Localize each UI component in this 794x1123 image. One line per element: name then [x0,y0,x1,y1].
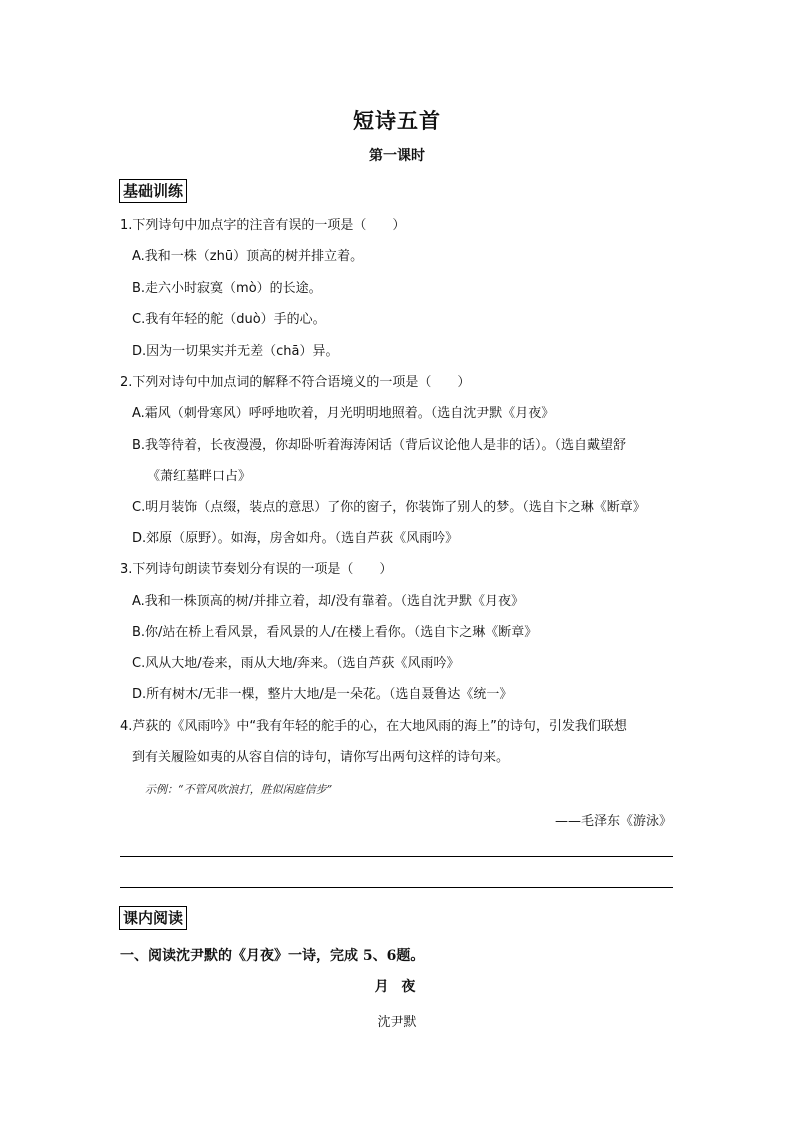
question-1-option-a: A.我和一株（zhū）顶高的树并排立着。 [132,249,364,264]
question-1-option-d: D.因为一切果实并无差（chā）异。 [132,344,339,359]
question-2-option-a: A.霜风（刺骨寒风）呼呼地吹着，月光明明地照着。（选自沈尹默《月夜》 [132,406,555,421]
question-2-stem: 2.下列对诗句中加点词的解释不符合语境义的一项是（ ） [120,375,471,390]
question-1-option-c: C.我有年轻的舵（duò）手的心。 [132,312,326,327]
question-2-option-b: B.我等待着，长夜漫漫，你却卧听着海涛闲话（背后议论他人是非的话）。（选自戴望舒 [132,438,627,453]
section-heading-basic-training: 基础训练 [119,179,187,203]
page-subtitle: 第一课时 [369,148,425,164]
question-1-option-b: B.走六小时寂寞（mò）的长途。 [132,281,322,296]
question-2-option-b-continued: 《萧红墓畔口占》 [147,469,252,484]
reading-part-1-heading: 一、阅读沈尹默的《月夜》一诗，完成 5、6题。 [120,948,425,964]
question-3-option-b: B.你/站在桥上看风景，看风景的人/在楼上看你。（选自卞之琳《断章》 [132,625,538,640]
question-4-line-2: 到有关履险如夷的从容自信的诗句，请你写出两句这样的诗句来。 [132,750,510,765]
poem-author: 沈尹默 [377,1015,417,1030]
answer-line-1[interactable] [120,856,673,857]
section-heading-in-class-reading: 课内阅读 [119,906,187,930]
question-4-example: 示例：“不管风吹浪打，胜似闲庭信步” [145,783,333,796]
question-2-option-c: C.明月装饰（点缀，装点的意思）了你的窗子，你装饰了别人的梦。（选自卞之琳《断章》 [132,500,646,515]
question-4-attribution: ——毛泽东《游泳》 [554,814,672,829]
question-1-stem: 1.下列诗句中加点字的注音有误的一项是（ ） [120,218,406,233]
page-title: 短诗五首 [353,108,441,133]
question-2-option-d: D.郊原（原野）。如海，房舍如舟。（选自芦荻《风雨吟》 [132,531,459,546]
question-3-option-d: D.所有树木/无非一棵，整片大地/是一朵花。（选自聂鲁达《统一》 [132,687,513,702]
question-4-line-1: 4.芦荻的《风雨吟》中“我有年轻的舵手的心，在大地风雨的海上”的诗句，引发我们联想 [120,719,627,734]
question-3-option-c: C.风从大地/卷来，雨从大地/奔来。（选自芦荻《风雨吟》 [132,656,460,671]
poem-title: 月 夜 [374,979,420,995]
question-3-option-a: A.我和一株顶高的树/并排立着，却/没有靠着。（选自沈尹默《月夜》 [132,594,525,609]
answer-line-2[interactable] [120,887,673,888]
question-3-stem: 3.下列诗句朗读节奏划分有误的一项是（ ） [120,562,393,577]
